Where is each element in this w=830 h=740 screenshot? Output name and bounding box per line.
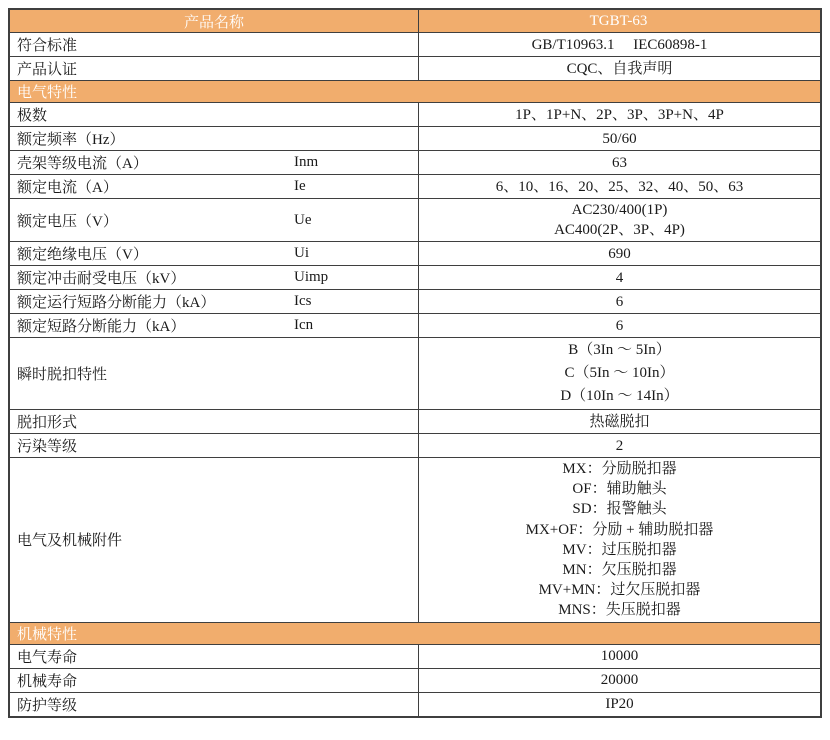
row-value-cell	[419, 242, 820, 265]
spec-row-service-breaking-capacity	[10, 289, 820, 313]
row-label-cell	[10, 242, 419, 265]
spec-row-ultimate-breaking-capacity	[10, 313, 820, 337]
spec-row-trip-type	[10, 409, 820, 433]
row-value-cell	[419, 266, 820, 289]
row-value-cell	[419, 434, 820, 457]
row-value-cell	[419, 290, 820, 313]
section-title: 机械特性	[17, 626, 78, 643]
spec-row-standards	[10, 32, 820, 56]
row-label: 壳架等级电流（A）	[17, 156, 148, 172]
spec-row-certification	[10, 56, 820, 80]
row-value-cell	[419, 458, 820, 622]
row-value-line: MX：分励脱扣器	[562, 461, 677, 477]
row-label: 防护等级	[17, 697, 78, 714]
row-value-line: MV：过压脱扣器	[562, 541, 677, 558]
row-symbol: Ui	[294, 245, 309, 261]
row-value: IP20	[605, 696, 634, 713]
row-value-cell	[419, 103, 820, 126]
row-value-cell	[419, 645, 820, 668]
row-label-cell	[10, 645, 419, 668]
row-label-cell	[10, 103, 419, 126]
product-name-header-cell	[10, 10, 419, 32]
row-label-cell	[10, 410, 419, 433]
spec-row-mechanical-life	[10, 668, 820, 692]
row-label: 额定电压（V）	[17, 213, 118, 230]
product-model-header-cell	[419, 10, 820, 32]
row-value: 10000	[600, 648, 639, 665]
section-title: 电气特性	[17, 85, 78, 101]
row-value: 2	[615, 437, 624, 454]
row-label-cell	[10, 434, 419, 457]
row-label: 符合标准	[17, 38, 78, 54]
row-label-cell	[10, 127, 419, 150]
row-label-cell	[10, 199, 419, 241]
row-value: CQC、自我声明	[566, 60, 673, 77]
row-label-cell	[10, 175, 419, 198]
spec-row-frequency	[10, 126, 820, 150]
row-value: 热磁脱扣	[589, 413, 650, 430]
row-label: 额定冲击耐受电压（kV）	[17, 271, 186, 287]
spec-row-insulation-voltage	[10, 241, 820, 265]
spec-row-protection-degree	[10, 692, 820, 716]
row-value-cell	[419, 314, 820, 337]
row-value: 6、10、16、20、25、32、40、50、63	[495, 178, 744, 195]
row-symbol: Ics	[294, 293, 312, 309]
row-value-cell	[419, 693, 820, 716]
row-value-line: D（10In ～ 14In）	[560, 388, 679, 404]
row-label-cell	[10, 151, 419, 174]
spec-row-impulse-voltage	[10, 265, 820, 289]
spec-row-accessories	[10, 457, 820, 622]
row-value: 6	[615, 317, 624, 334]
row-value-cell	[419, 57, 820, 80]
row-label: 电气及机械附件	[17, 533, 123, 550]
row-label-cell	[10, 338, 419, 409]
spec-row-trip-characteristics	[10, 337, 820, 409]
row-value: 1P、1P+N、2P、3P、3P+N、4P	[515, 106, 724, 123]
row-label: 额定绝缘电压（V）	[17, 247, 148, 263]
row-value: 20000	[600, 672, 639, 689]
row-label-cell	[10, 290, 419, 313]
row-value-line: B（3In ～ 5In）	[568, 342, 671, 358]
row-value-line: SD：报警触头	[572, 501, 667, 518]
row-label: 产品认证	[17, 62, 78, 78]
row-symbol: Inm	[294, 154, 319, 170]
row-label: 额定频率（Hz）	[17, 132, 125, 148]
row-label-cell	[10, 693, 419, 716]
product-spec-table	[8, 8, 822, 718]
row-value-line: MX+OF：分励 + 辅助脱扣器	[525, 521, 714, 538]
row-value-cell	[419, 199, 820, 241]
row-symbol: Uimp	[294, 269, 329, 285]
row-label-cell	[10, 458, 419, 622]
row-value-line: MNS：失压脱扣器	[558, 602, 681, 619]
row-label-cell	[10, 266, 419, 289]
product-model-value: TGBT-63	[589, 13, 648, 29]
row-value-cell	[419, 669, 820, 692]
section-header-electrical	[10, 80, 820, 102]
table-header-row	[10, 10, 820, 32]
row-symbol: Ue	[294, 211, 312, 228]
row-value-line: MN：欠压脱扣器	[562, 562, 677, 579]
row-value-line: C（5In ～ 10In）	[564, 365, 675, 381]
row-value-cell	[419, 33, 820, 56]
product-name-label: 产品名称	[183, 14, 244, 31]
row-value-cell	[419, 410, 820, 433]
row-label-cell	[10, 314, 419, 337]
row-symbol: Ie	[294, 178, 306, 194]
row-value: 6	[615, 293, 624, 310]
spec-row-rated-voltage	[10, 198, 820, 241]
row-label: 极数	[17, 108, 48, 124]
row-value-cell	[419, 127, 820, 150]
row-value: 4	[615, 269, 624, 286]
row-value-line: MV+MN：过欠压脱扣器	[538, 582, 701, 599]
spec-row-poles	[10, 102, 820, 126]
row-label: 瞬时脱扣特性	[17, 367, 108, 383]
spec-row-rated-current	[10, 174, 820, 198]
row-value-line: AC230/400(1P)	[571, 202, 668, 218]
section-header-mechanical	[10, 622, 820, 644]
row-label-cell	[10, 669, 419, 692]
spec-row-electrical-life	[10, 644, 820, 668]
row-value-line: AC400(2P、3P、4P)	[554, 222, 685, 238]
row-label: 额定短路分断能力（kA）	[17, 319, 186, 335]
row-label-cell	[10, 33, 419, 56]
row-label: 污染等级	[17, 439, 78, 455]
row-value-cell	[419, 151, 820, 174]
row-label: 脱扣形式	[17, 415, 78, 431]
row-label-cell	[10, 57, 419, 80]
row-label: 电气寿命	[17, 649, 78, 666]
row-symbol: Icn	[294, 317, 314, 333]
row-value-cell	[419, 175, 820, 198]
row-value: 50/60	[602, 130, 637, 147]
row-label: 额定电流（A）	[17, 180, 118, 196]
row-value: GB/T10963.1 IEC60898-1	[531, 36, 708, 53]
row-value-cell	[419, 338, 820, 409]
row-value: 63	[612, 154, 627, 171]
spec-row-frame-current	[10, 150, 820, 174]
row-value-line: OF：辅助触头	[572, 481, 667, 498]
row-label: 额定运行短路分断能力（kA）	[17, 295, 216, 311]
row-value: 690	[608, 245, 631, 262]
row-label: 机械寿命	[17, 673, 78, 690]
spec-row-pollution-degree	[10, 433, 820, 457]
